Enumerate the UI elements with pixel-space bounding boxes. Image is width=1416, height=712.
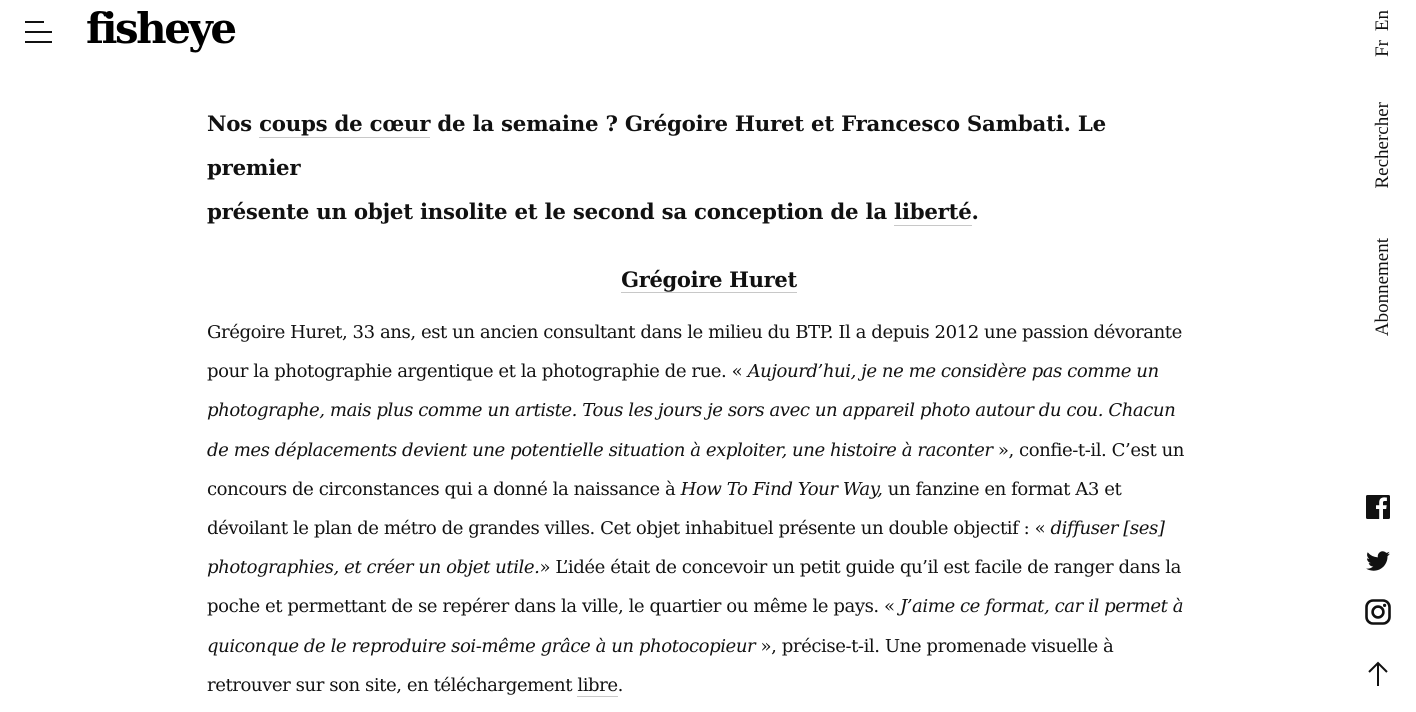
body-line	[207, 587, 1211, 626]
body-line	[207, 313, 1211, 352]
intro-text: .	[971, 200, 979, 225]
subscribe-link[interactable]: Abonnement	[1372, 238, 1393, 337]
menu-line	[25, 31, 52, 33]
quote-text: quiconque de le reproduire soi-même grâce à un photocopieur	[207, 635, 756, 657]
menu-line	[25, 41, 52, 43]
body-line	[207, 431, 1211, 470]
body-line	[207, 352, 1211, 391]
quote-text: Aujourd’hui, je ne me considère pas comme un	[747, 361, 1159, 383]
quote-text: diffuser [ses]	[1050, 518, 1165, 540]
liberte-link[interactable]: liberté	[894, 200, 972, 225]
intro-text: présente un objet insolite et le second sa conception de la	[207, 200, 895, 225]
body-text: un fanzine en format A3 et	[882, 478, 1122, 500]
body-line	[207, 470, 1211, 509]
body-text: Grégoire Huret, 33 ans, est un ancien consultant dans le milieu du BTP. Il a depuis 2012 une passion dévorante	[207, 322, 1182, 343]
lang-fr-link[interactable]: Fr	[1372, 40, 1393, 57]
body-line	[207, 627, 1211, 666]
body-line	[207, 548, 1211, 587]
lang-en-link[interactable]: En	[1372, 10, 1393, 32]
body-line	[207, 509, 1211, 548]
quote-text: de mes déplacements devient une potentielle situation à exploiter, une histoire à raconter	[207, 439, 993, 461]
body-text: », confie-t-il. C’est un	[992, 439, 1184, 461]
article-body	[207, 313, 1211, 705]
menu-line	[25, 21, 44, 23]
twitter-icon[interactable]	[1364, 547, 1392, 575]
body-text: » L’idée était de concevoir un petit guide qu’il est facile de ranger dans la	[539, 557, 1181, 579]
body-line	[207, 666, 1211, 705]
body-text: pour la photographie argentique et la photographie de rue. «	[207, 361, 748, 383]
article-intro	[207, 103, 1202, 235]
facebook-icon[interactable]	[1364, 493, 1392, 521]
coups-de-coeur-link[interactable]: coups de cœur	[259, 112, 431, 137]
title-text: How To Find Your Way,	[680, 478, 883, 500]
body-text: poche et permettant de se repérer dans la ville, le quartier ou même le pays. «	[207, 596, 900, 618]
arrow-up-icon[interactable]	[1364, 660, 1392, 688]
body-text: .	[617, 674, 623, 696]
article	[207, 103, 1202, 696]
quote-text: photographies, et créer un objet utile.	[207, 557, 540, 579]
quote-text: photographe, mais plus comme un artiste. Tous les jours je sors avec un appareil photo autour du cou. Chacun	[207, 400, 1176, 422]
body-line	[207, 391, 1211, 430]
search-link[interactable]: Rechercher	[1372, 102, 1393, 189]
instagram-icon[interactable]	[1364, 598, 1392, 626]
menu-icon[interactable]	[25, 19, 53, 45]
body-text: », précise-t-il. Une promenade visuelle à	[755, 635, 1114, 657]
body-text: dévoilant le plan de métro de grandes villes. Cet objet inhabituel présente un double objectif : «	[207, 518, 1051, 540]
body-text: retrouver sur son site, en téléchargement	[207, 674, 578, 696]
intro-text: Nos	[207, 112, 260, 137]
body-text: concours de circonstances qui a donné la naissance à	[207, 478, 681, 500]
logo[interactable]: fisheye	[86, 4, 235, 53]
section-title	[207, 265, 1211, 295]
libre-link[interactable]: libre	[577, 674, 618, 696]
intro-text: de la semaine ? Grégoire Huret et Francesco Sambati. Le premier	[207, 112, 1106, 181]
section-title-text: Grégoire Huret	[621, 267, 797, 292]
quote-text: J’aime ce format, car il permet à	[899, 596, 1184, 618]
